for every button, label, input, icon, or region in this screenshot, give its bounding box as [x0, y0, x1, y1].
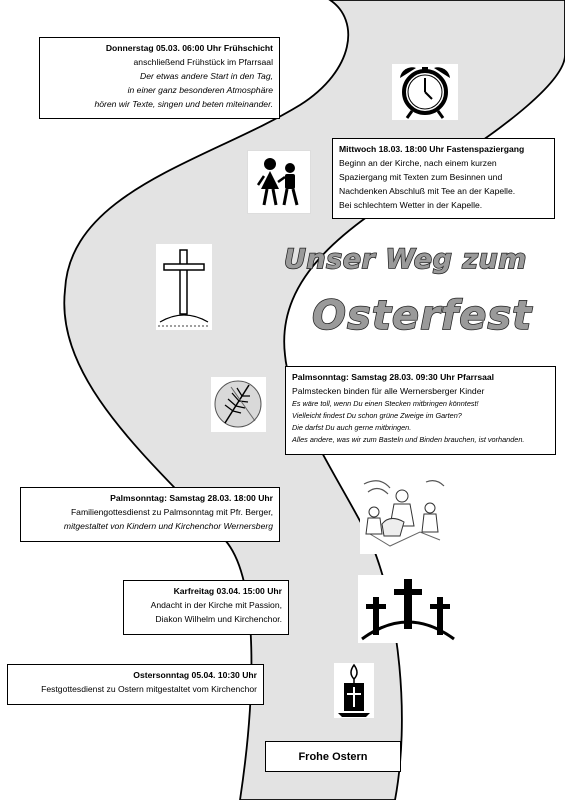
- event-line: Nachdenken Abschluß mit Tee an der Kapelle.: [339, 186, 516, 196]
- cross-on-hill-icon: [156, 244, 212, 330]
- event-line: Diakon Wilhelm und Kirchenchor.: [155, 614, 282, 624]
- event-heading: Palmsonntag: Samstag 28.03. 09:30 Uhr Pfarrsaal: [292, 372, 495, 382]
- event-heading: Donnerstag 05.03. 06:00 Uhr Frühschicht: [105, 43, 273, 53]
- event-line: anschließend Frühstück im Pfarrsaal: [133, 57, 273, 67]
- event-line: Palmstecken binden für alle Wernersberger Kinder: [292, 386, 485, 396]
- three-crosses-icon: [358, 575, 458, 643]
- event-ostersonntag: [7, 664, 264, 705]
- event-line: Andacht in der Kirche mit Passion,: [150, 600, 282, 610]
- event-karfreitag: [123, 580, 289, 635]
- easter-candle-icon: [334, 663, 374, 718]
- event-line: Beginn an der Kirche, nach einem kurzen: [339, 158, 497, 168]
- event-note: Alles andere, was wir zum Basteln und Binden brauchen, ist vorhanden.: [292, 435, 525, 444]
- event-line: Spaziergang mit Texten zum Besinnen und: [339, 172, 503, 182]
- title-line-2: Osterfest: [312, 293, 533, 339]
- walking-children-icon: [247, 150, 311, 214]
- event-note: Der etwas andere Start in den Tag,: [140, 71, 273, 81]
- title-line-1: Unser Weg zum: [284, 244, 527, 275]
- event-note: Vielleicht findest Du schon grüne Zweige im Garten?: [292, 411, 462, 420]
- event-heading: Ostersonntag 05.04. 10:30 Uhr: [133, 670, 257, 680]
- event-line: Festgottesdienst zu Ostern mitgestaltet vom Kirchenchor: [41, 684, 257, 694]
- alarm-clock-icon: [392, 64, 458, 120]
- event-line: Bei schlechtem Wetter in der Kapelle.: [339, 200, 483, 210]
- event-note: Die darfst Du auch gerne mitbringen.: [292, 423, 412, 432]
- event-note: Es wäre toll, wenn Du einen Stecken mitbringen könntest!: [292, 399, 479, 408]
- event-note: hören wir Texte, singen und beten miteinander.: [94, 99, 273, 109]
- event-note: in einer ganz besonderen Atmosphäre: [127, 85, 273, 95]
- palm-procession-icon: [360, 474, 446, 554]
- event-heading: Palmsonntag: Samstag 28.03. 18:00 Uhr: [110, 493, 273, 503]
- event-palmsonntag-gottesdienst: [20, 487, 280, 542]
- event-donnerstag: [39, 37, 280, 119]
- event-line: Familiengottesdienst zu Palmsonntag mit Pfr. Berger,: [70, 507, 273, 517]
- event-mittwoch: [332, 138, 555, 219]
- frohe-ostern-box: Frohe Ostern: [265, 741, 401, 772]
- event-note: mitgestaltet von Kindern und Kirchenchor Wernersberg: [63, 521, 273, 531]
- event-heading: Karfreitag 03.04. 15:00 Uhr: [173, 586, 282, 596]
- event-heading: Mittwoch 18.03. 18:00 Uhr Fastenspaziergang: [339, 144, 525, 154]
- event-palmstecken: [285, 366, 556, 455]
- palm-branch-icon: [211, 377, 266, 432]
